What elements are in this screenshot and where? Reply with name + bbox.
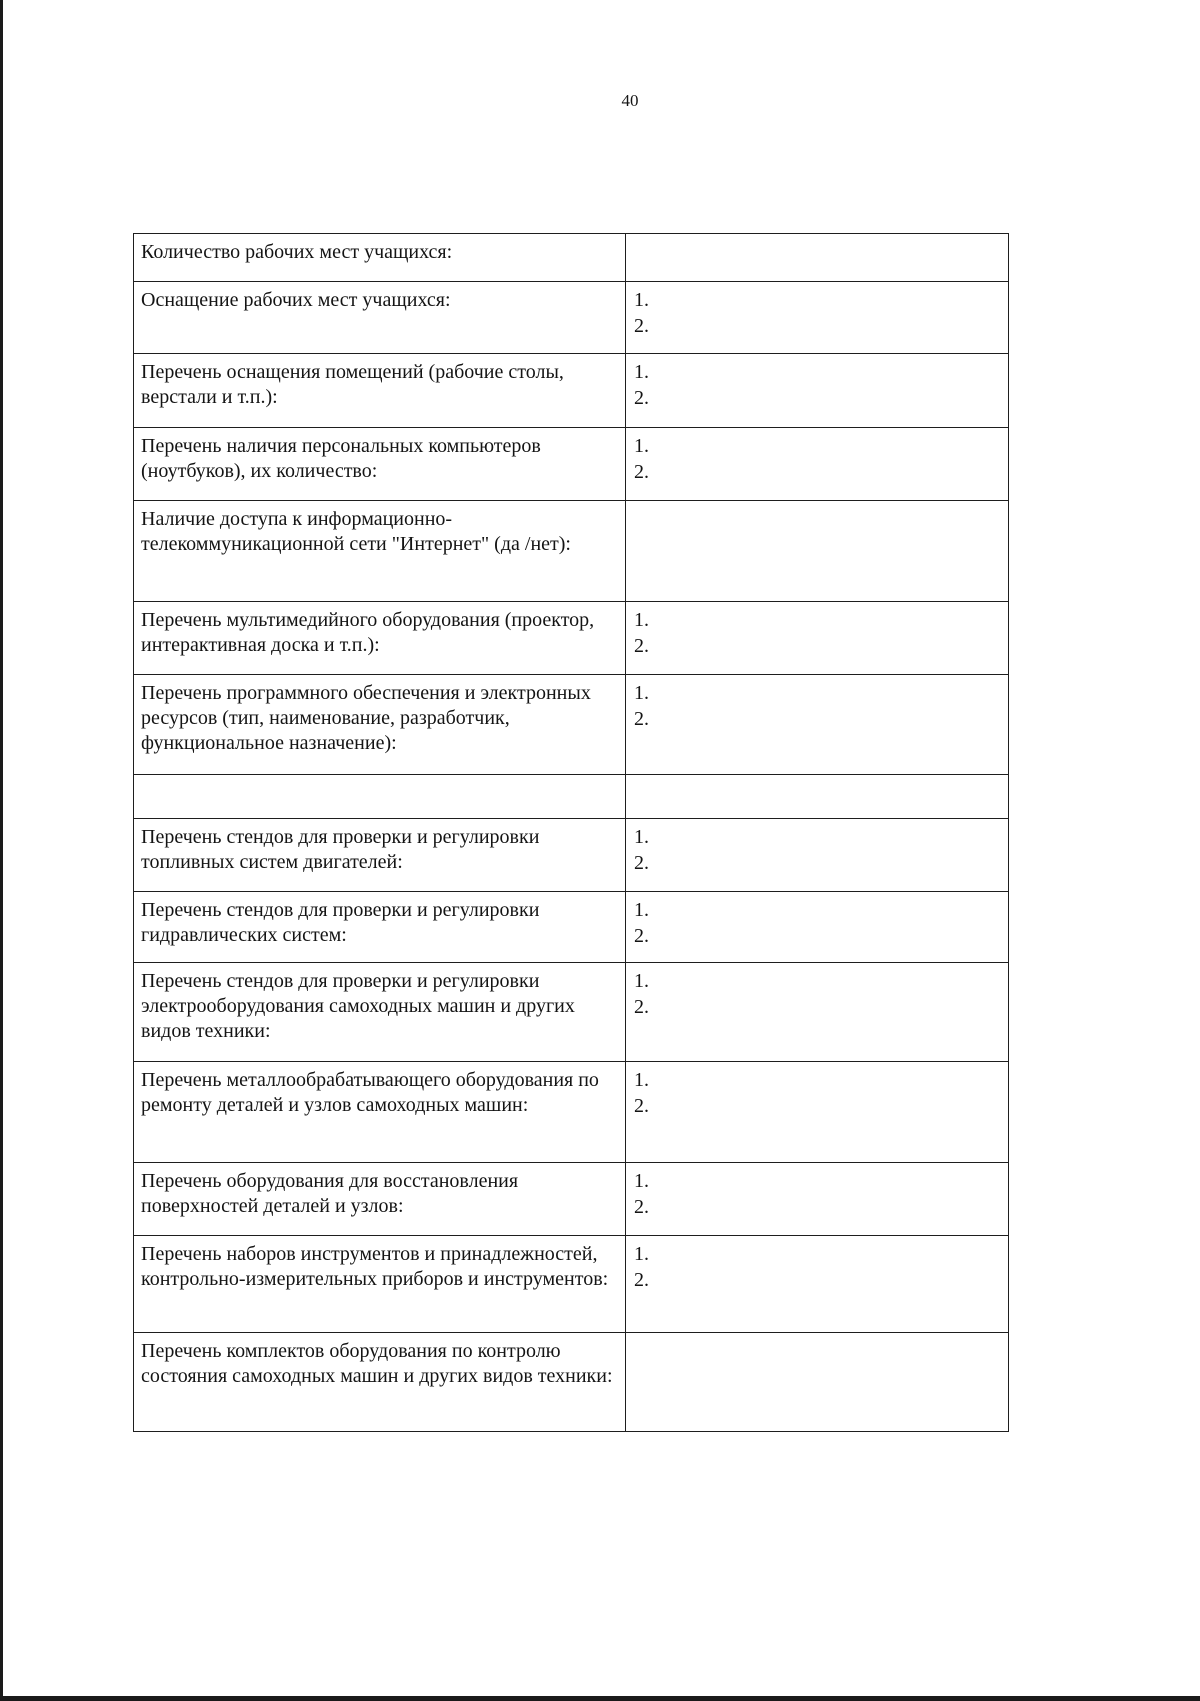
list-number: 1. (634, 826, 649, 848)
list-number: 1. (634, 899, 649, 921)
row-label: Перечень оборудования для восстановления поверхностей деталей и узлов: (134, 1163, 626, 1236)
list-number: 2. (634, 852, 649, 874)
row-value (626, 1236, 1009, 1333)
row-label (134, 775, 626, 819)
table-row (134, 819, 1009, 892)
row-label: Перечень наличия персональных компьютеров (ноутбуков), их количество: (134, 428, 626, 501)
list-number: 1. (634, 1170, 649, 1192)
table-row (134, 675, 1009, 775)
list-number: 1. (634, 1069, 649, 1091)
list-number: 1. (634, 289, 649, 311)
table-row (134, 282, 1009, 354)
list-number: 2. (634, 1269, 649, 1291)
list-number: 1. (634, 435, 649, 457)
page-number: 40 (621, 91, 639, 110)
list-number: 2. (634, 708, 649, 730)
row-value (626, 675, 1009, 775)
list-number: 2. (634, 461, 649, 483)
table-row (134, 501, 1009, 602)
table-row (134, 428, 1009, 501)
list-number: 1. (634, 1243, 649, 1265)
row-value (626, 1333, 1009, 1432)
table-row (134, 234, 1009, 282)
table-row (134, 1062, 1009, 1163)
table-row (134, 1333, 1009, 1432)
table-row (134, 602, 1009, 675)
table-row (134, 354, 1009, 428)
row-value (626, 602, 1009, 675)
row-value (626, 354, 1009, 428)
table-row (134, 963, 1009, 1062)
row-label: Перечень стендов для проверки и регулировки топливных систем двигателей: (134, 819, 626, 892)
scan-edge-left (0, 0, 3, 1701)
equipment-form-table (133, 233, 1009, 1432)
table-row-empty (134, 775, 1009, 819)
list-number: 2. (634, 315, 649, 337)
row-label: Количество рабочих мест учащихся: (134, 234, 626, 282)
list-number: 1. (634, 609, 649, 631)
row-label: Перечень стендов для проверки и регулировки гидравлических систем: (134, 892, 626, 963)
row-label: Оснащение рабочих мест учащихся: (134, 282, 626, 354)
row-value (626, 775, 1009, 819)
row-value (626, 1163, 1009, 1236)
list-number: 1. (634, 361, 649, 383)
table-row (134, 892, 1009, 963)
list-number: 2. (634, 1196, 649, 1218)
row-value (626, 892, 1009, 963)
row-label: Перечень мультимедийного оборудования (проектор, интерактивная доска и т.п.): (134, 602, 626, 675)
row-value (626, 234, 1009, 282)
row-label: Перечень комплектов оборудования по контролю состояния самоходных машин и других видов техники: (134, 1333, 626, 1432)
row-label: Перечень программного обеспечения и электронных ресурсов (тип, наименование, разработчик, функциональное назначение): (134, 675, 626, 775)
row-label: Наличие доступа к информационно-телекоммуникационной сети "Интернет" (да /нет): (134, 501, 626, 602)
row-value (626, 1062, 1009, 1163)
scan-edge-bottom (0, 1696, 1200, 1701)
row-label: Перечень стендов для проверки и регулировки электрооборудования самоходных машин и других видов техники: (134, 963, 626, 1062)
list-number: 2. (634, 1095, 649, 1117)
row-value (626, 819, 1009, 892)
row-label: Перечень оснащения помещений (рабочие столы, верстали и т.п.): (134, 354, 626, 428)
table-row (134, 1163, 1009, 1236)
row-value (626, 428, 1009, 501)
list-number: 2. (634, 925, 649, 947)
list-number: 1. (634, 682, 649, 704)
list-number: 2. (634, 635, 649, 657)
row-value (626, 282, 1009, 354)
row-label: Перечень наборов инструментов и принадлежностей, контрольно-измерительных приборов и инструментов: (134, 1236, 626, 1333)
row-value (626, 963, 1009, 1062)
list-number: 2. (634, 387, 649, 409)
table-row (134, 1236, 1009, 1333)
list-number: 1. (634, 970, 649, 992)
row-label: Перечень металлообрабатывающего оборудования по ремонту деталей и узлов самоходных машин: (134, 1062, 626, 1163)
list-number: 2. (634, 996, 649, 1018)
row-value (626, 501, 1009, 602)
